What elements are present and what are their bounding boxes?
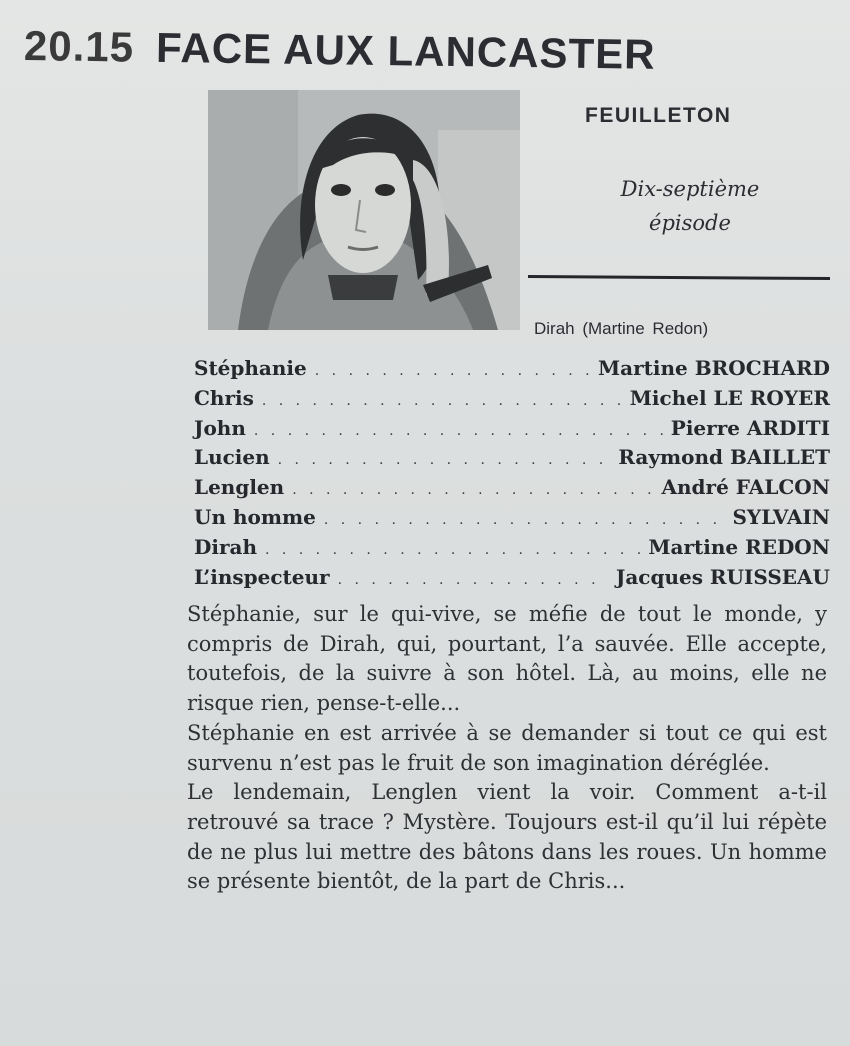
cast-row bbox=[194, 356, 830, 386]
program-title bbox=[24, 22, 656, 79]
cast-role: L’inspecteur bbox=[194, 564, 330, 589]
show-title: FACE AUX LANCASTER bbox=[155, 23, 656, 78]
dot-leader bbox=[262, 393, 622, 409]
cast-actor: Martine REDON bbox=[648, 534, 830, 559]
cast-row bbox=[194, 535, 830, 565]
synopsis bbox=[187, 600, 827, 897]
cast-row bbox=[194, 416, 830, 446]
cast-row bbox=[194, 386, 830, 416]
episode-line-1: Dix-septième bbox=[620, 177, 760, 201]
photo-caption: Dirah (Martine Redon) bbox=[534, 319, 709, 338]
portrait-image-icon bbox=[208, 90, 520, 330]
cast-row bbox=[194, 505, 830, 535]
cast-actor: SYLVAIN bbox=[732, 504, 830, 529]
broadcast-time: 20.15 bbox=[23, 22, 135, 71]
dot-leader bbox=[292, 482, 653, 498]
dot-leader bbox=[315, 363, 590, 379]
cast-row bbox=[194, 445, 830, 475]
divider-rule bbox=[528, 275, 830, 280]
cast-role: Lenglen bbox=[194, 475, 285, 500]
cast-list bbox=[194, 356, 830, 594]
cast-row bbox=[194, 475, 830, 505]
cast-actor: Jacques RUISSEAU bbox=[615, 564, 830, 589]
dot-leader bbox=[265, 542, 640, 558]
cast-role: Stéphanie bbox=[194, 356, 307, 380]
cast-actor: Raymond BAILLET bbox=[618, 445, 830, 470]
cast-actor: Pierre ARDITI bbox=[670, 415, 830, 440]
episode-line-2: épisode bbox=[649, 211, 731, 235]
synopsis-paragraph: Stéphanie, sur le qui-vive, se méfie de tout le monde, y compris de Dirah, qui, pourtant, l’a sauvée. Elle accepte, toutefois, de la suivre à son hôtel. Là, au moins, elle ne risque rien, pense-t-elle... bbox=[187, 602, 827, 716]
synopsis-paragraph: Le lendemain, Lenglen vient la voir. Comment a-t-il retrouvé sa trace ? Mystère. Toujours est-il qu’il lui répète de ne plus lui mettre des bâtons dans les roues. Un homme se présente bientôt, de la part de Chris... bbox=[187, 780, 827, 894]
episode-label bbox=[560, 172, 820, 240]
dot-leader bbox=[338, 572, 608, 588]
genre-label: FEUILLETON bbox=[585, 104, 732, 127]
cast-actor: Martine BROCHARD bbox=[598, 356, 830, 380]
cast-role: Lucien bbox=[194, 445, 270, 470]
actress-photo bbox=[208, 90, 520, 330]
cast-role: Dirah bbox=[194, 534, 257, 559]
dot-leader bbox=[324, 512, 725, 528]
cast-role: Un homme bbox=[194, 504, 316, 529]
dot-leader bbox=[278, 452, 611, 468]
cast-role: Chris bbox=[194, 385, 254, 410]
synopsis-paragraph: Stéphanie en est arrivée à se demander si tout ce qui est survenu n’est pas le fruit de son imagination déréglée. bbox=[187, 720, 827, 775]
dot-leader bbox=[254, 423, 663, 439]
cast-actor: André FALCON bbox=[661, 475, 830, 500]
cast-role: John bbox=[194, 415, 246, 440]
cast-actor: Michel LE ROYER bbox=[629, 385, 830, 410]
cast-row bbox=[194, 565, 830, 595]
